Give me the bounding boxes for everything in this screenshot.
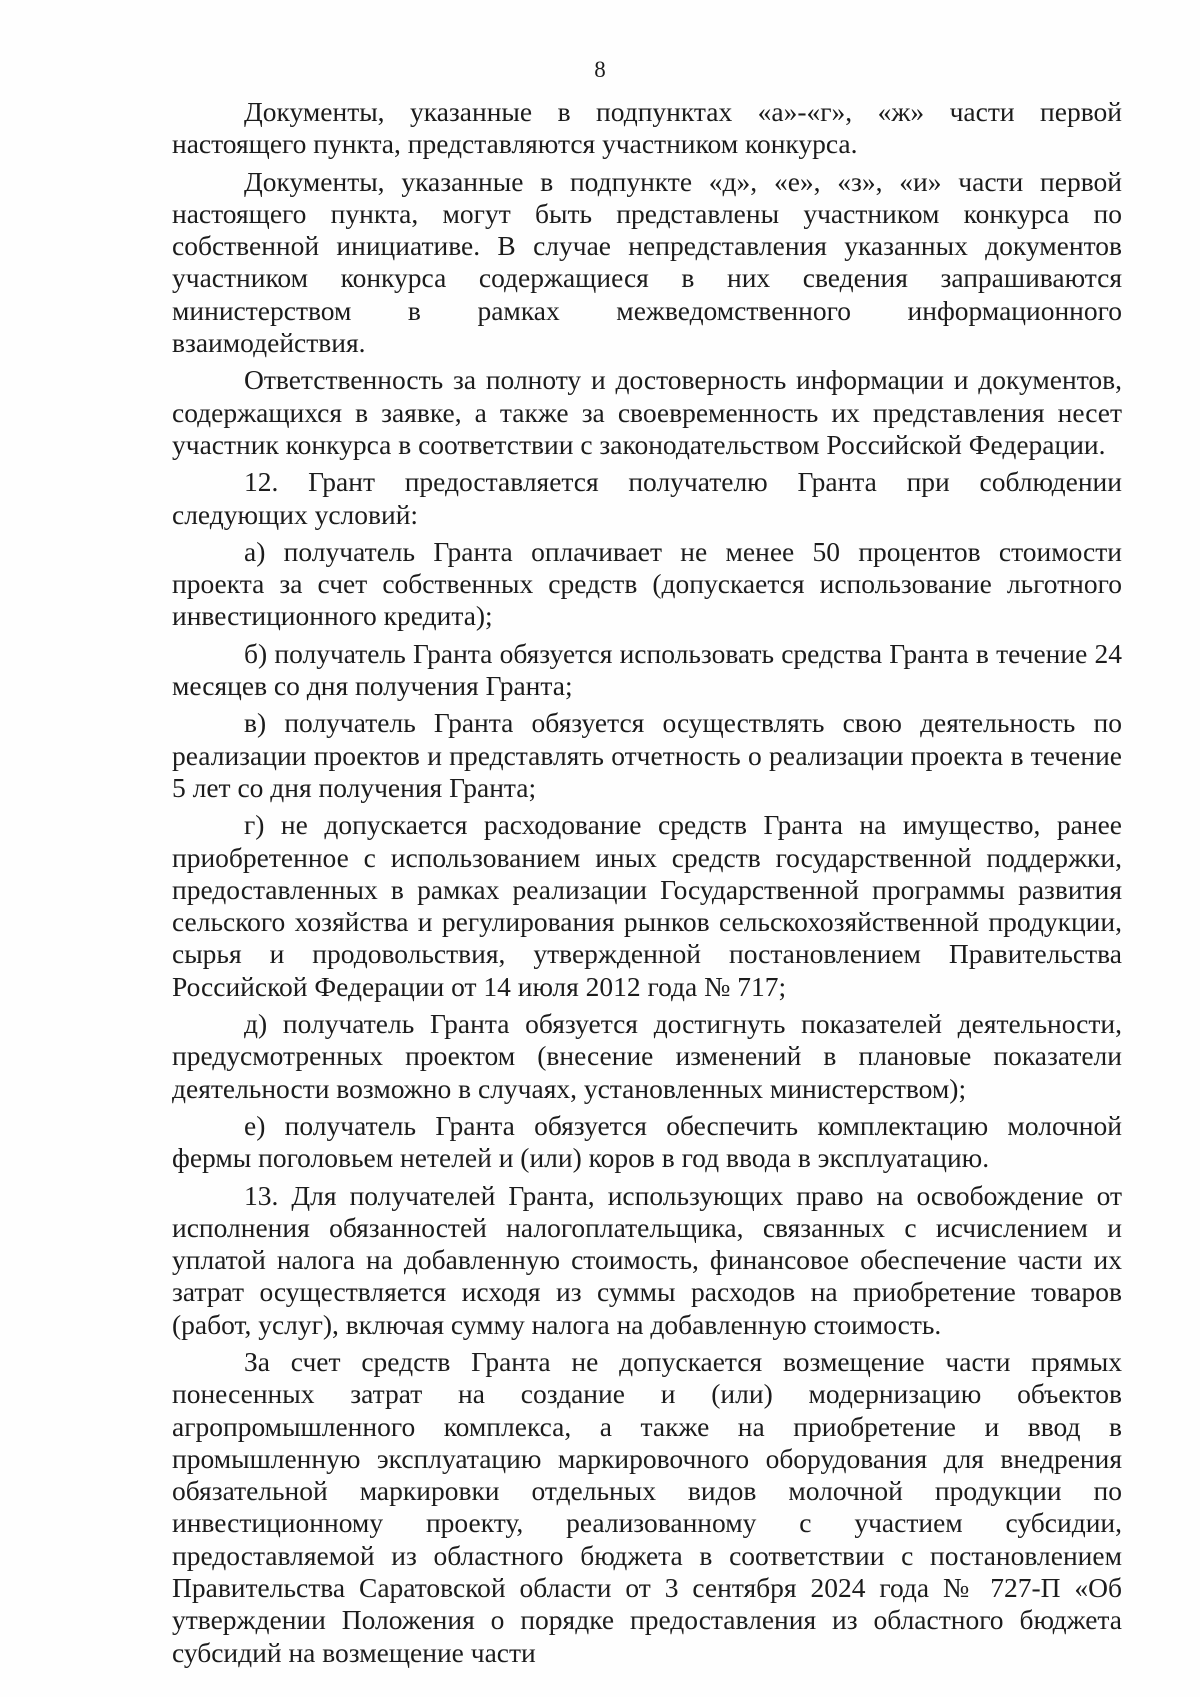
clause-12-item-e: д) получатель Гранта обязуется достигнуть показателей деятельности, предусмотренных проектом (внесение изменений в плановые показатели деятельности возможно в случаях, установленных министерством); [172, 1008, 1122, 1104]
clause-12-intro: 12. Грант предоставляется получателю Гранта при соблюдении следующих условий: [172, 466, 1122, 530]
clause-12-item-d: г) не допускается расходование средств Гранта на имущество, ранее приобретенное с использованием иных средств государственной поддержки, предоставленных в рамках реализации Государственной программы развития сельского хозяйства и регулирования рынков сельскохозяйственной продукции, сырья и продовольствия, утвержденной постановлением Правительства Российской Федерации от 14 июля 2012 года № 717; [172, 809, 1122, 1002]
page-number: 8 [594, 57, 606, 82]
paragraph-documents-optional: Документы, указанные в подпункте «д», «е», «з», «и» части первой настоящего пункта, могут быть представлены участником конкурса по собственной инициативе. В случае непредставления указанных документов участником конкурса содержащиеся в них сведения запрашиваются министерством в рамках межведомственного информационного взаимодействия. [172, 165, 1122, 359]
clause-12-item-f: е) получатель Гранта обязуется обеспечить комплектацию молочной фермы поголовьем нетелей и (или) коров в год ввода в эксплуатацию. [172, 1109, 1122, 1174]
paragraph-documents-submitted: Документы, указанные в подпунктах «а»-«г», «ж» части первой настоящего пункта, представляются участником конкурса. [172, 96, 1122, 160]
paragraph-responsibility: Ответственность за полноту и достоверность информации и документов, содержащихся в заявке, а также за своевременность их представления несет участник конкурса в соответствии с законодательством Российской Федерации. [172, 364, 1122, 460]
paragraph-grant-restrictions: За счет средств Гранта не допускается возмещение части прямых понесенных затрат на создание и (или) модернизацию объектов агропромышленного комплекса, а также на приобретение и ввод в промышленную эксплуатацию маркировочного оборудования для внедрения обязательной маркировки отдельных видов молочной продукции по инвестиционному проекту, реализованному с участием субсидии, предоставляемой из областного бюджета в соответствии с постановлением Правительства Саратовской области от 3 сентября 2024 года № 727-П «Об утверждении Положения о порядке предоставления из областного бюджета субсидий на возмещение части [172, 1345, 1122, 1668]
clause-12-item-a: а) получатель Гранта оплачивает не менее 50 процентов стоимости проекта за счет собственных средств (допускается использование льготного инвестиционного кредита); [172, 535, 1122, 632]
clause-13: 13. Для получателей Гранта, использующих право на освобождение от исполнения обязанностей налогоплательщика, связанных с исчислением и уплатой налога на добавленную стоимость, финансовое обеспечение части их затрат осуществляется исходя из суммы расходов на приобретение товаров (работ, услуг), включая сумму налога на добавленную стоимость. [172, 1179, 1122, 1340]
document-body [172, 96, 1122, 1669]
clause-12-item-b: б) получатель Гранта обязуется использовать средства Гранта в течение 24 месяцев со дня получения Гранта; [172, 637, 1122, 702]
clause-12-item-c: в) получатель Гранта обязуется осуществлять свою деятельность по реализации проектов и представлять отчетность о реализации проекта в течение 5 лет со дня получения Гранта; [172, 707, 1122, 803]
